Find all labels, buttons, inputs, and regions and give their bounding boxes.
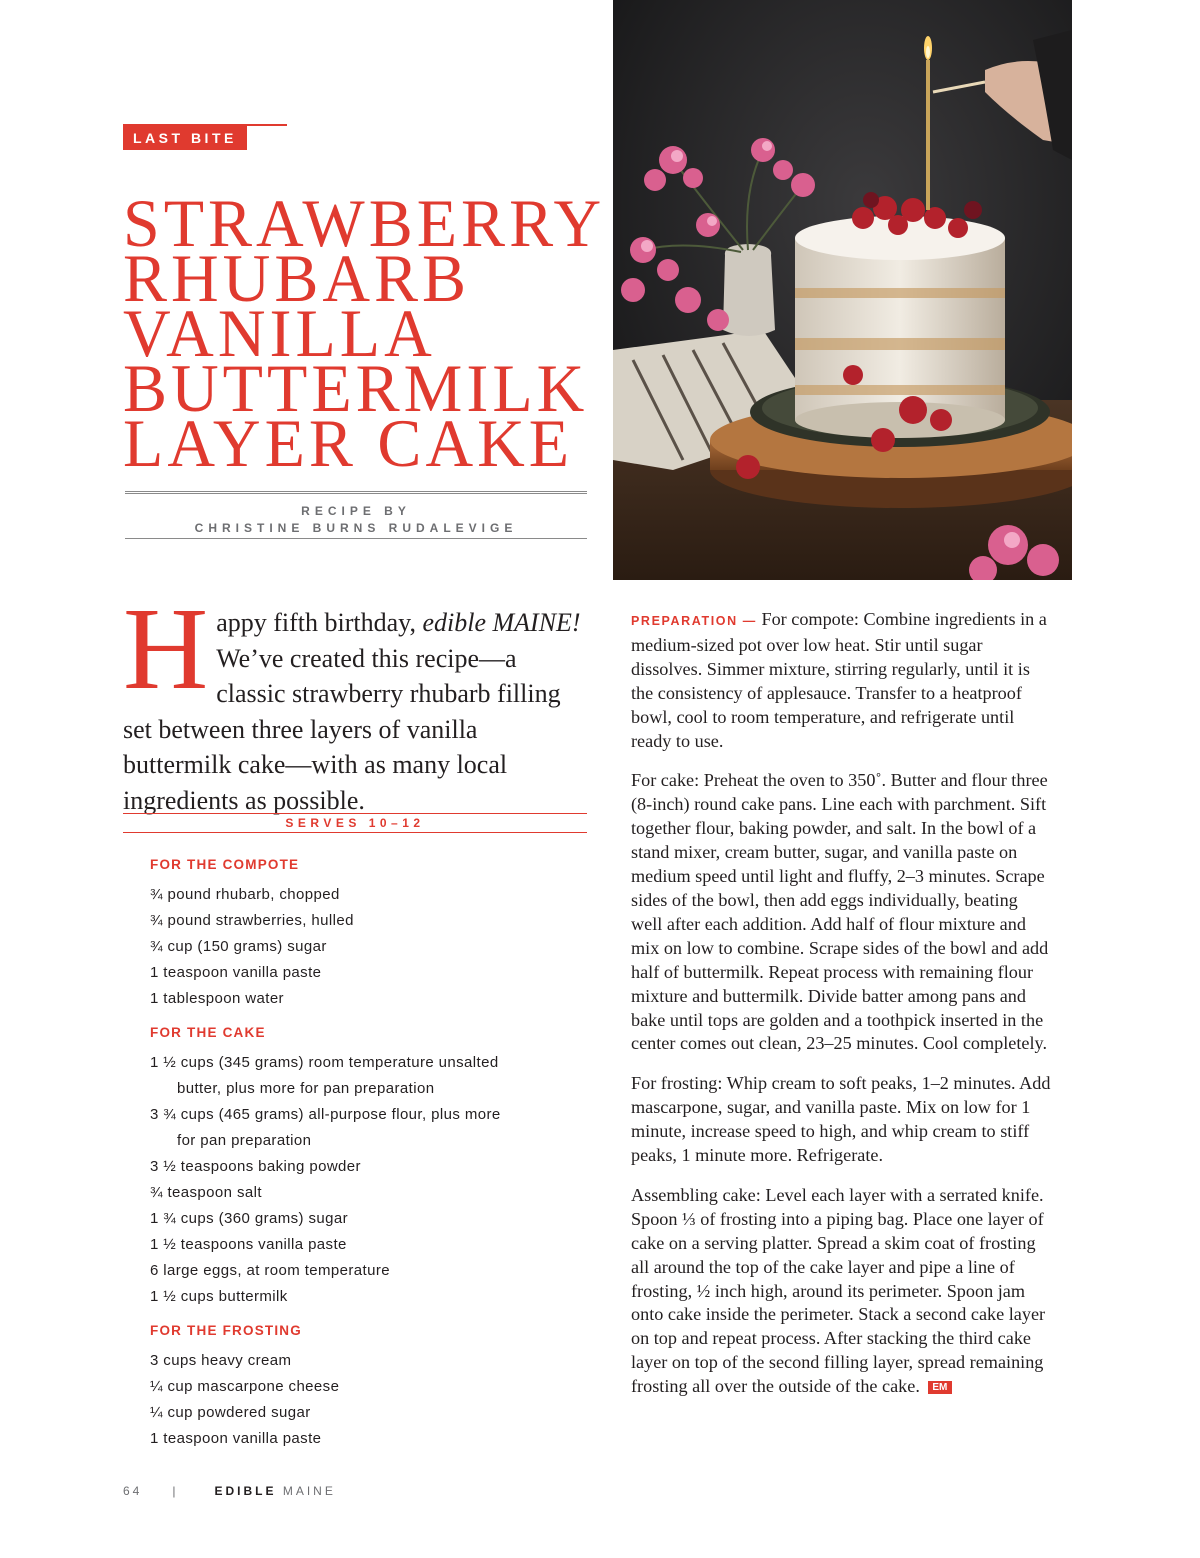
title-line: BUTTERMILK: [123, 351, 589, 427]
title-line: RHUBARB: [123, 241, 471, 317]
intro-publication: edible MAINE!: [422, 608, 581, 637]
compote-heading: FOR THE COMPOTE: [150, 857, 300, 872]
ingredient-item: ¼ cup mascarpone cheese: [150, 1378, 340, 1395]
ingredient-item: 3 cups heavy cream: [150, 1352, 292, 1369]
ingredient-item: 1 ½ cups buttermilk: [150, 1288, 288, 1305]
ingredient-item: 1 ¾ cups (360 grams) sugar: [150, 1210, 348, 1227]
intro-text-cont: We’ve created this recipe—a classic strawberry rhubarb filling set between three layers of vanilla buttermilk cake—with as many local ingredients as possible.: [123, 643, 561, 815]
ingredient-item: ¼ cup powdered sugar: [150, 1404, 311, 1421]
byline-author: CHRISTINE BURNS RUDALEVIGE: [194, 521, 518, 535]
cake-heading: FOR THE CAKE: [150, 1025, 266, 1040]
cake-photo: [613, 0, 1072, 580]
title-line: VANILLA: [123, 296, 436, 372]
intro-paragraph: [123, 583, 589, 818]
serves-label: SERVES 10–12: [123, 813, 587, 833]
footer-separator: |: [172, 1484, 179, 1498]
ingredient-item: ¾ teaspoon salt: [150, 1184, 262, 1201]
ingredient-item: for pan preparation: [177, 1132, 312, 1149]
ingredient-item: 1 ½ teaspoons vanilla paste: [150, 1236, 347, 1253]
ingredient-item: ¾ pound rhubarb, chopped: [150, 886, 340, 903]
ingredient-item: ¾ cup (150 grams) sugar: [150, 938, 327, 955]
byline: [125, 491, 587, 539]
intro-text: appy fifth birthday,: [216, 608, 423, 637]
frosting-heading: FOR THE FROSTING: [150, 1323, 302, 1338]
ingredient-item: 1 ½ cups (345 grams) room temperature unsalted: [150, 1054, 499, 1071]
ingredient-item: butter, plus more for pan preparation: [177, 1080, 435, 1097]
ingredient-item: 3 ¾ cups (465 grams) all-purpose flour, plus more: [150, 1106, 501, 1123]
page-number: 64: [123, 1484, 143, 1498]
brand-bold: EDIBLE: [214, 1484, 277, 1498]
drop-cap: H: [123, 583, 209, 714]
ingredient-item: 3 ½ teaspoons baking powder: [150, 1158, 361, 1175]
ingredients-list: [150, 856, 570, 1452]
title-line: STRAWBERRY: [123, 186, 606, 262]
prep-cake: For cake: Preheat the oven to 350˚. Butter and flour three (8-inch) round cake pans. Line each with parchment. Sift together flour, baking powder, and salt. In the bowl of a stand mixer, cream butter, sugar, and vanilla paste on medium speed until light and fluffy, 2–3 minutes. Scrape sides of the bowl, then add eggs individually, beating well after each addition. Add half of flour mixture and mix on low to combine. Scrape sides of the bowl and add half of buttermilk. Repeat process with remaining flour mixture and buttermilk. Divide batter among pans and bake until tops are golden and a toothpick inserted in the center comes out clean, 23–25 minutes. Cool completely.: [631, 770, 1049, 1054]
end-mark-logo: EM: [928, 1381, 952, 1394]
byline-label: RECIPE BY: [301, 504, 411, 518]
preparation-label: PREPARATION —: [631, 614, 757, 628]
prep-frosting: For frosting: Whip cream to soft peaks, 1–2 minutes. Add mascarpone, sugar, and vanilla paste. Mix on low for 1 minute, increase speed to high, and whip cream to stiff peaks, 1 minute more. Refrigerate.: [631, 1073, 1051, 1166]
brand-light: MAINE: [282, 1484, 336, 1498]
prep-assembling: [631, 1184, 1051, 1399]
prep-compote-text: For compote: Combine ingredients in a medium-sized pot over low heat. Stir until sugar dissolves. Simmer mixture, stirring regularly, until it is the consistency of applesauce. Transfer to a heatproof bowl, cool to room temperature, and refrigerate until ready to use.: [631, 609, 1047, 751]
page-footer: [123, 1484, 336, 1498]
prep-assembling-text: Assembling cake: Level each layer with a serrated knife. Spoon ⅓ of frosting into a piping bag. Place one layer of cake on a serving platter. Spread a skim coat of frosting all around the top of the cake layer and pipe a line of frosting, ½ inch high, around its perimeter. Spoon jam onto cake inside the perimeter. Stack a second cake layer on top and repeat process. After stacking the third cake layer on top of the second filling layer, spread remaining frosting all over the outside of the cake.: [631, 1184, 1046, 1397]
ingredient-item: 1 tablespoon water: [150, 990, 284, 1007]
recipe-title: [123, 186, 606, 482]
title-line: LAYER CAKE: [123, 406, 574, 482]
prep-compote: [631, 608, 1051, 753]
section-tag: LAST BITE: [123, 126, 247, 150]
preparation-section: [631, 608, 1051, 1415]
ingredient-item: 1 teaspoon vanilla paste: [150, 964, 322, 981]
ingredient-item: 6 large eggs, at room temperature: [150, 1262, 390, 1279]
ingredient-item: ¾ pound strawberries, hulled: [150, 912, 354, 929]
ingredient-item: 1 teaspoon vanilla paste: [150, 1430, 322, 1447]
